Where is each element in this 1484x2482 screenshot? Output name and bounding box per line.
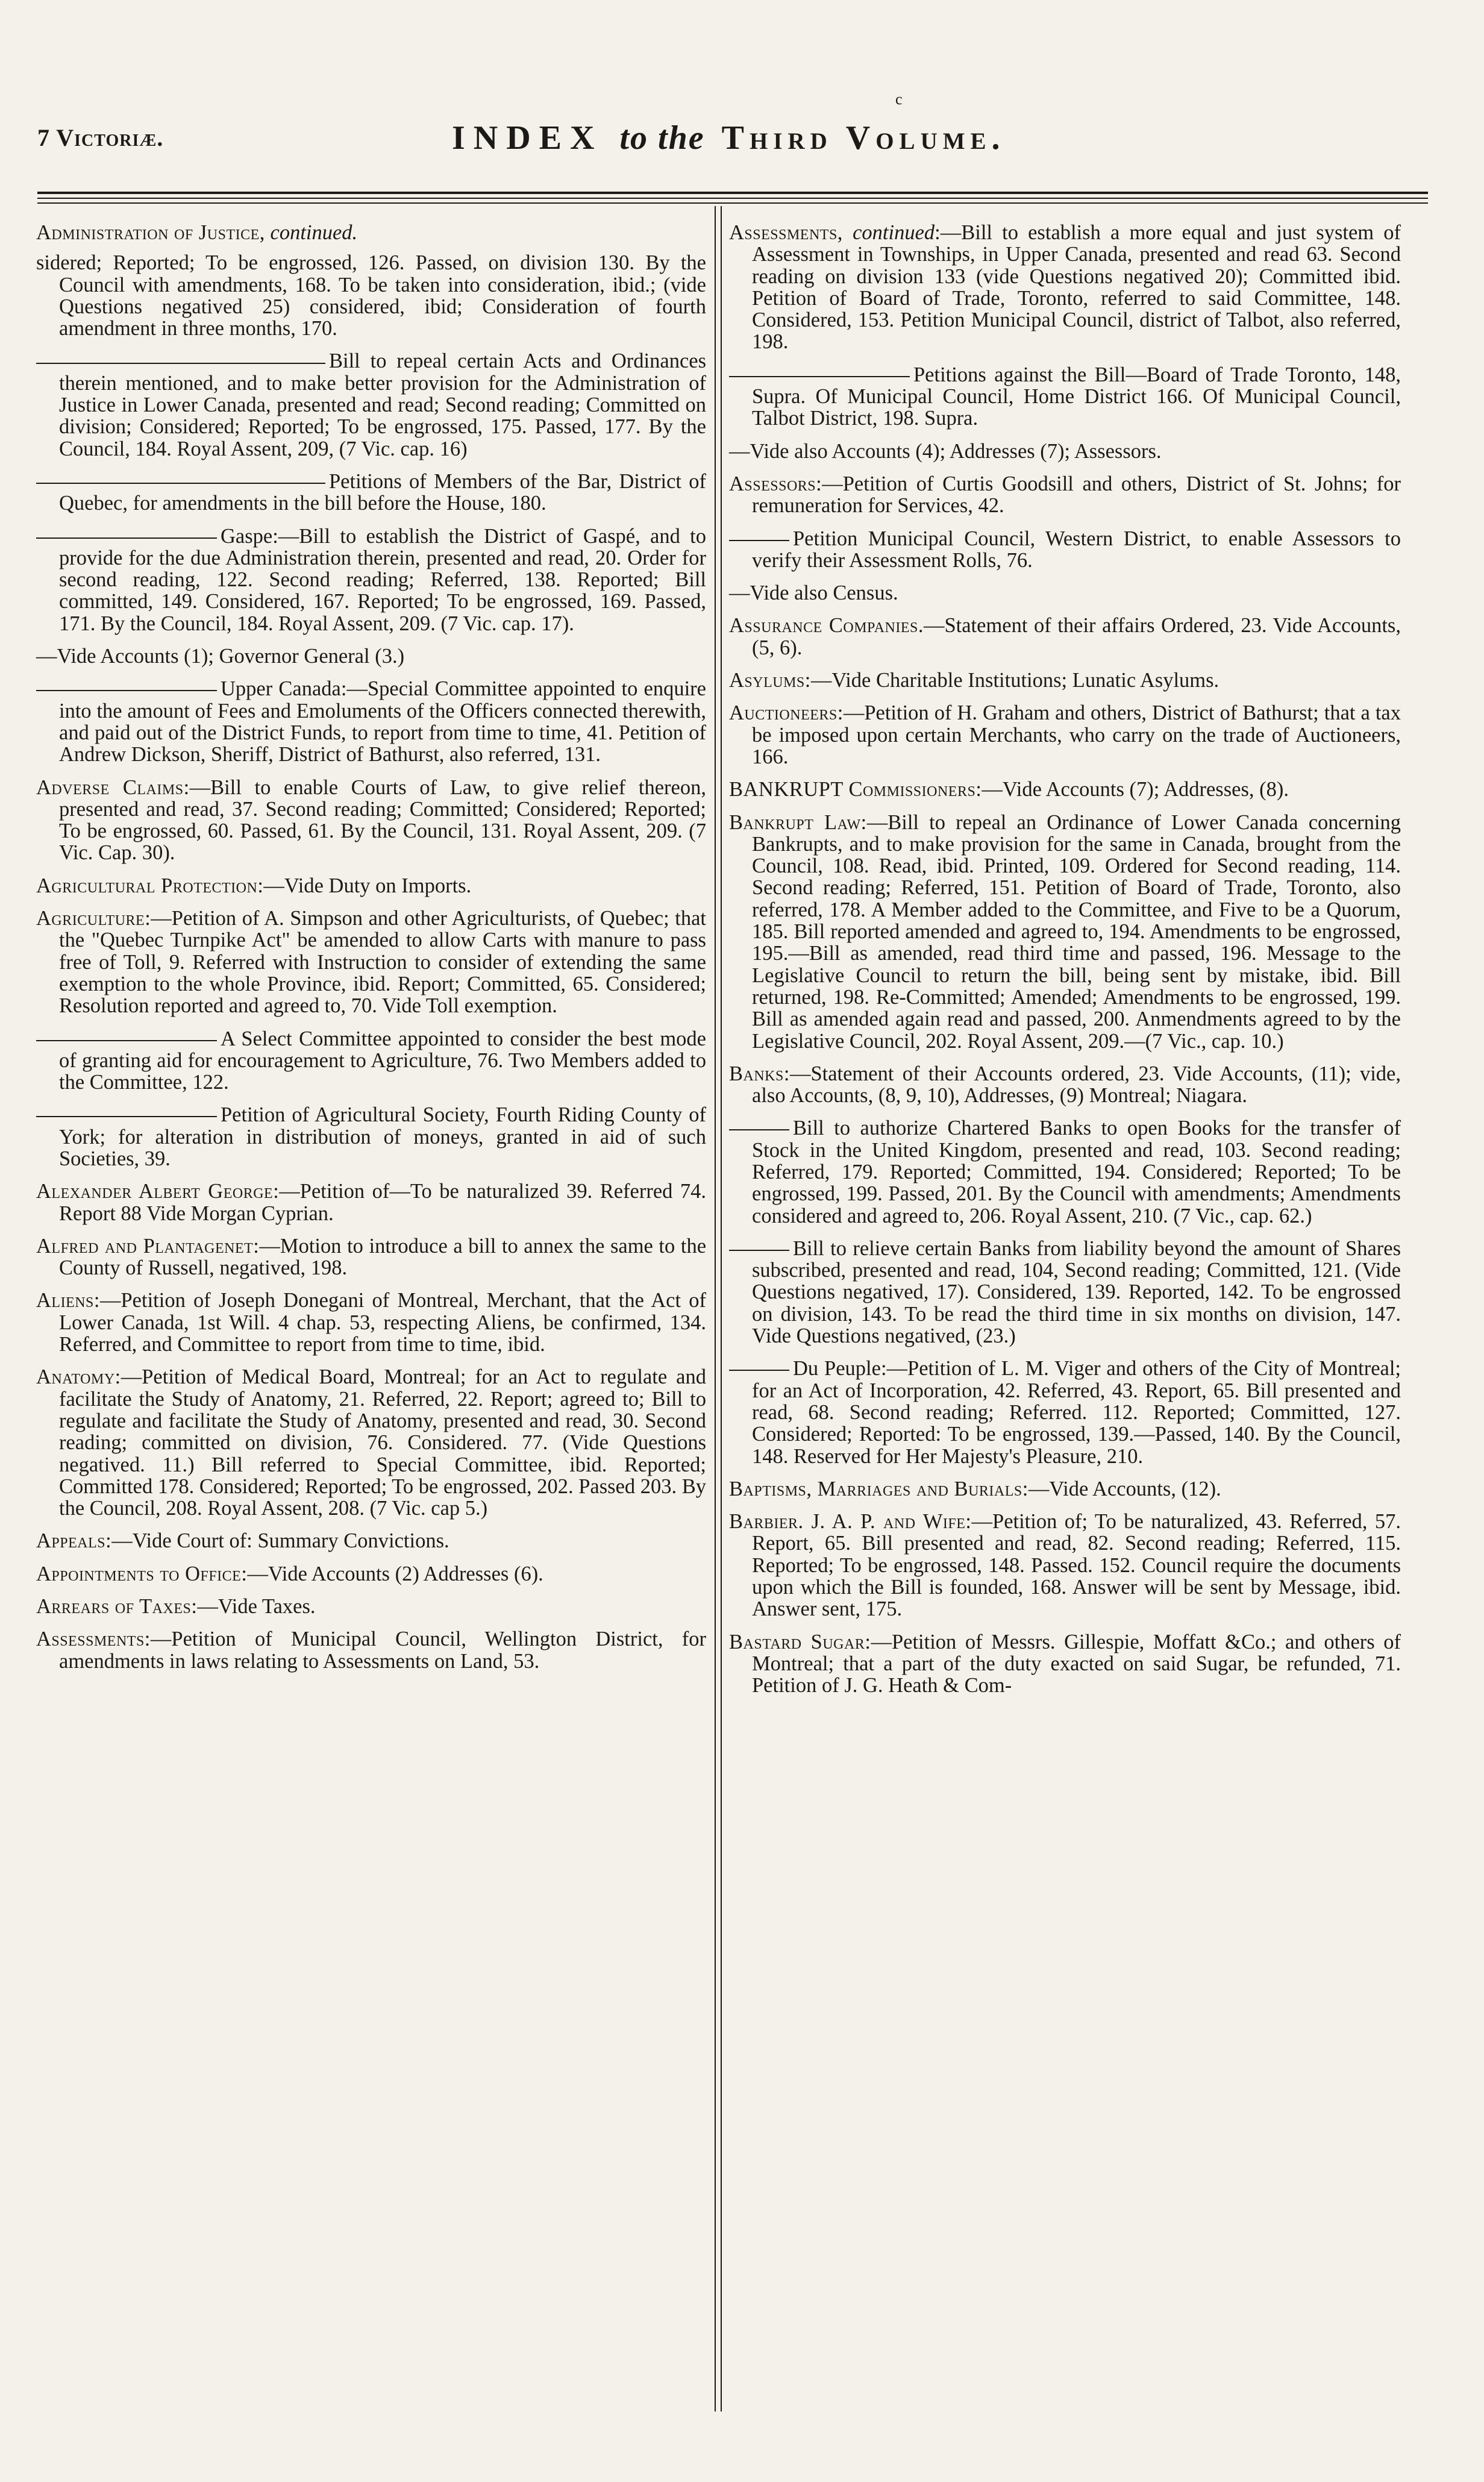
title-index: INDEX	[452, 119, 603, 157]
index-entry: Petitions against the Bill—Board of Trade Toronto, 148, Supra. Of Municipal Council, Home District 166. Of Municipal Council, Talbot District, 198. Supra.	[729, 364, 1401, 430]
index-entry: BANKRUPT Commissioners:—Vide Accounts (7); Addresses, (8).	[729, 778, 1289, 801]
index-entry: Barbier. J. A. P. and Wife:—Petition of; To be naturalized, 43. Referred, 57. Report, 65. Bill presented and read, 82. Second reading; Referred, 115. Reported; To be engrossed, 148. Passed. 152. Council require the documents upon which the Bill is founded, 168. Answer will be sent by Message, ibid. Answer sent, 175.	[729, 1510, 1401, 1621]
index-entry: —Vide also Census.	[729, 581, 898, 605]
index-entry: Asylums:—Vide Charitable Institutions; Lunatic Asylums.	[729, 669, 1219, 692]
index-entry: Petitions of Members of the Bar, District of Quebec, for amendments in the bill before the House, 180.	[36, 471, 706, 515]
index-entry: Bill to relieve certain Banks from liability beyond the amount of Shares subscribed, presented and read, 104, Second reading; Committed, 121. (Vide Questions negatived, 17). Considered, 139. Reported, 142. To be engrossed on division, 143. To be read the third time in six months on division, 147. Vide Questions negatived, (23.)	[729, 1238, 1401, 1347]
leader-rule	[36, 537, 217, 539]
index-entry: Assurance Companies.—Statement of their affairs Ordered, 23. Vide Accounts, (5, 6).	[729, 614, 1401, 659]
index-entry: Du Peuple:—Petition of L. M. Viger and others of the City of Montreal; for an Act of Incorporation, 42. Referred, 43. Report, 65. Bill presented and read, 68. Second reading; Referred. 112. Reported; Committed, 127. Considered; Reported: To be engrossed, 139.—Passed, 140. By the Council, 148. Reserved for Her Majesty's Pleasure, 210.	[729, 1358, 1401, 1467]
index-entry: Alfred and Plantagenet:—Motion to introduce a bill to annex the same to the County of Russell, negatived, 198.	[36, 1234, 707, 1280]
leader-rule	[36, 483, 325, 484]
leader-rule	[729, 376, 910, 377]
column-divider	[715, 206, 716, 2411]
index-entry: Bill to authorize Chartered Banks to open Books for the transfer of Stock in the United Kingdom, presented and read, 103. Second reading; Referred, 179. Reported; Committed, 194. Considered; Reported; To be engrossed, 199. Passed, 201. By the Council with amendments; Amendments considered and agreed to, 206. Royal Assent, 210. (7 Vic., cap. 62.)	[729, 1117, 1401, 1226]
header-rule-thin	[37, 198, 1428, 199]
index-entry: Agriculture:—Petition of A. Simpson and other Agriculturists, of Quebec; that the "Quebec Turnpike Act" be amended to allow Carts with manure to pass free of Toll, 9. Referred with Instruction to consider of extending the same exemption to the whole Province, ibid. Report; Committed, 65. Considered; Resolution reported and agreed to, 70. Vide Toll exemption.	[36, 907, 706, 1018]
index-entry: Alexander Albert George:—Petition of—To be naturalized 39. Referred 74. Report 88 Vide Morgan Cyprian.	[36, 1180, 707, 1225]
leader-rule	[36, 1040, 217, 1041]
leader-rule	[36, 363, 325, 364]
leader-rule	[36, 1116, 217, 1117]
index-entry: Assessments, continued:—Bill to establish a more equal and just system of Assessment in Townships, in Upper Canada, presented and read 63. Second reading on division 133 (vide Questions negatived 20); Committed ibid. Petition of Board of Trade, Toronto, referred to said Committee, 148. Considered, 153. Petition Municipal Council, district of Talbot, also referred, 198.	[729, 221, 1401, 354]
volume-label: 7 Victoriæ.	[37, 124, 164, 151]
index-entry: Petition of Agricultural Society, Fourth Riding County of York; for alteration in distribution of moneys, granted in aid of such Societies, 39.	[36, 1104, 706, 1170]
page-title	[452, 119, 1006, 157]
leader-rule	[729, 1129, 789, 1130]
index-entry: Aliens:—Petition of Joseph Donegani of Montreal, Merchant, that the Act of Lower Canada, 1st Will. 4 chap. 53, respecting Aliens, be confirmed, 134. Referred, and Committee to report from time to time, ibid.	[36, 1289, 706, 1356]
index-entry: Appointments to Office:—Vide Accounts (2) Addresses (6).	[36, 1562, 543, 1585]
title-to-the: to the	[619, 119, 705, 157]
leader-rule	[729, 1250, 789, 1251]
index-entry: Assessors:—Petition of Curtis Goodsill and others, District of St. Johns; for remuneration for Services, 42.	[729, 472, 1401, 518]
index-entry: Assessments:—Petition of Municipal Council, Wellington District, for amendments in laws relating to Assessments on Land, 53.	[36, 1628, 706, 1673]
page-header	[37, 119, 1417, 172]
index-entry: Auctioneers:—Petition of H. Graham and others, District of Bathurst; that a tax be imposed upon certain Merchants, who carry on the trade of Auctioneers, 166.	[729, 701, 1401, 768]
index-entry: Appeals:—Vide Court of: Summary Convictions.	[36, 1529, 449, 1553]
leader-rule	[36, 690, 217, 691]
header-rule-thick	[37, 192, 1428, 194]
index-entry: Bankrupt Law:—Bill to repeal an Ordinance of Lower Canada concerning Bankrupts, and to make provision for the same in Canada, brought from the Council, 108. Read, ibid. Printed, 109. Ordered for Second reading, 114. Second reading; Referred, 151. Petition of Board of Trade, Toronto, also referred, 178. A Member added to the Committee, and Five to be a Quorum, 185. Bill reported amended and agreed to, 194. Amendments to be engrossed, 195.—Bill as amended, read third time and passed, 196. Message to the Legislative Council to return the bill, being sent by mistake, ibid. Bill returned, 198. Re-Committed; Amended; Amendments to be engrossed, 199. Bill as amended again read and passed, 200. Anmendments agreed to by the Legislative Council, 202. Royal Assent, 209.—(7 Vic., cap. 10.)	[729, 810, 1401, 1053]
index-entry: A Select Committee appointed to consider the best mode of granting aid for encouragement to Agriculture, 76. Two Members added to the Committee, 122.	[36, 1028, 706, 1094]
index-entry: Anatomy:—Petition of Medical Board, Montreal; for an Act to regulate and facilitate the Study of Anatomy, 21. Referred, 22. Report; agreed to; Bill to regulate and facilitate the Study of Anatomy, presented and read, 30. Second reading; committed on division, 76. Considered. 77. (Vide Questions negatived. 11.) Bill referred to Special Committee, ibid. Reported; Committed 178. Considered; Reported; To be engrossed, 202. Passed 203. By the Council, 208. Royal Assent, 208. (7 Vic. cap 5.)	[36, 1365, 707, 1520]
index-entry: sidered; Reported; To be engrossed, 126. Passed, on division 130. By the Council with amendments, 168. To be taken into consideration, ibid.; (vide Questions negatived 25) considered, ibid; Consideration of fourth amendment in three months, 170.	[36, 251, 706, 340]
leader-rule	[729, 1370, 789, 1371]
index-entry: Administration of Justice, continued.	[36, 221, 358, 244]
index-entry: —Vide also Accounts (4); Addresses (7); Assessors.	[729, 439, 1162, 463]
index-entry: Adverse Claims:—Bill to enable Courts of Law, to give relief thereon, presented and read, 37. Second reading; Committed; Considered; Reported; To be engrossed, 60. Passed, 61. By the Council, 131. Royal Assent, 209. (7 Vic. Cap. 30).	[36, 776, 706, 865]
index-entry: Gaspe:—Bill to establish the District of Gaspé, and to provide for the due Administration therein, presented and read, 20. Order for second reading, 122. Second reading; Referred, 138. Reported; Bill committed, 149. Considered, 167. Reported; To be engrossed, 169. Passed, 171. By the Council, 184. Royal Assent, 209. (7 Vic. cap. 17).	[36, 525, 706, 635]
index-entry: Upper Canada:—Special Committee appointed to enquire into the amount of Fees and Emoluments of the Officers connected therewith, and paid out of the District Funds, to report from time to time, 41. Petition of Andrew Dickson, Sheriff, District of Bathurst, also referred, 131.	[36, 678, 706, 765]
left-column	[36, 222, 706, 1683]
index-entry: —Vide Accounts (1); Governor General (3.)	[36, 645, 405, 668]
leader-rule	[729, 540, 789, 541]
index-entry: Bastard Sugar:—Petition of Messrs. Gillespie, Moffatt &Co.; and others of Montreal; that a part of the duty exacted on said Sugar, be refunded, 71. Petition of J. G. Heath & Com-	[729, 1630, 1401, 1697]
page-mark: c	[895, 90, 903, 108]
index-entry: Banks:—Statement of their Accounts ordered, 23. Vide Accounts, (11); vide, also Accounts, (8, 9, 10), Addresses, (9) Montreal; Niagara.	[729, 1062, 1401, 1108]
header-rule-thin-2	[37, 202, 1428, 204]
index-entry: Petition Municipal Council, Western District, to enable Assessors to verify their Assessment Rolls, 76.	[729, 528, 1401, 572]
index-entry: Arrears of Taxes:—Vide Taxes.	[36, 1595, 316, 1619]
index-entry: Agricultural Protection:—Vide Duty on Imports.	[36, 874, 472, 897]
index-entry: Baptisms, Marriages and Burials:—Vide Accounts, (12).	[729, 1477, 1221, 1500]
index-entry: Bill to repeal certain Acts and Ordinances therein mentioned, and to make better provision for the Administration of Justice in Lower Canada, presented and read; Second reading; Committed on division; Considered; Reported; To be engrossed, 175. Passed, 177. By the Council, 184. Royal Assent, 209, (7 Vic. cap. 16)	[36, 350, 706, 459]
column-divider-2	[721, 206, 722, 2411]
right-column	[729, 222, 1401, 1708]
title-volume: Third Volume.	[721, 119, 1006, 157]
